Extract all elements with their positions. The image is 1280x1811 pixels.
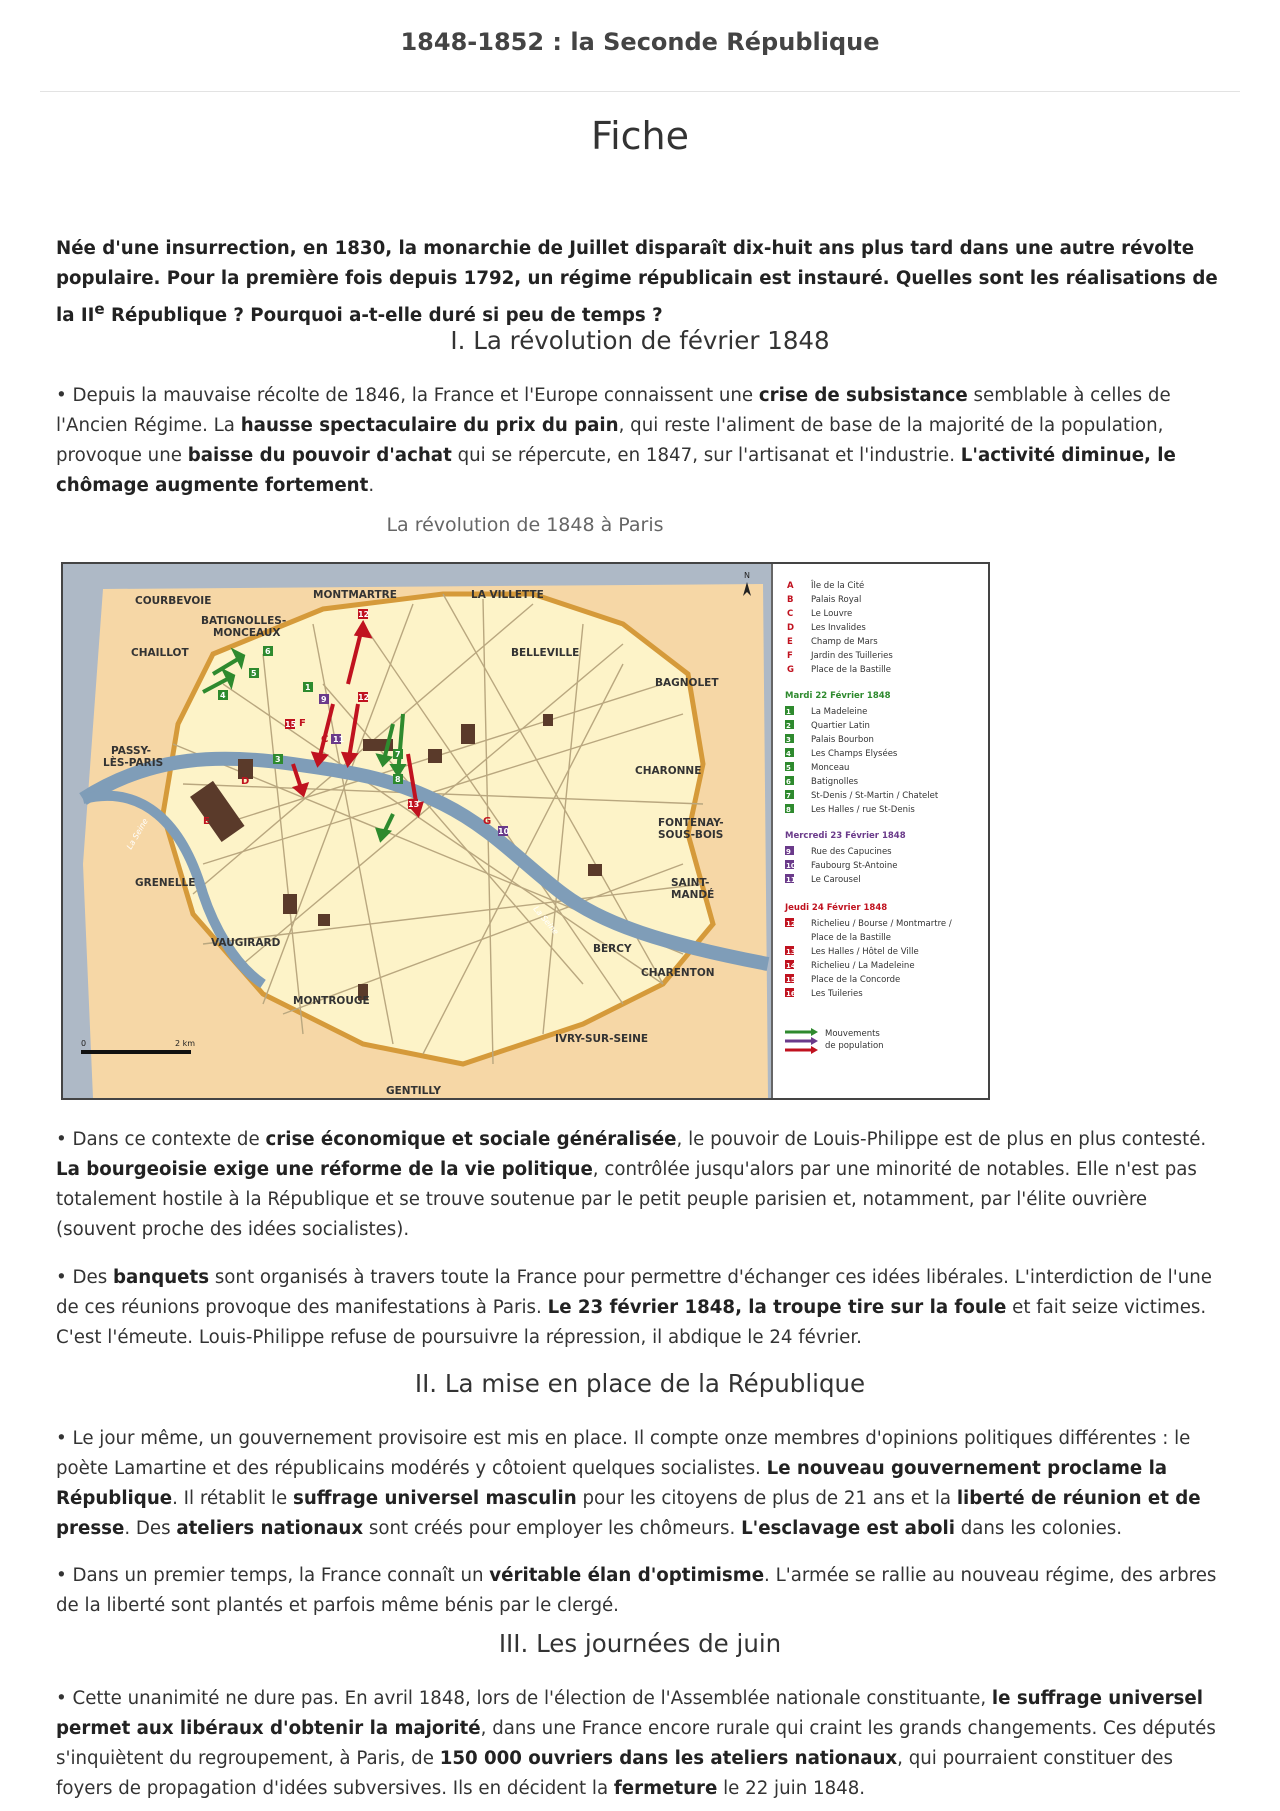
legend-letter: D (787, 623, 795, 633)
section1-paragraph-3: • Des banquets sont organisés à travers toute la France pour permettre d'échanger ces idées libérales. L'interdiction de l'une de ces réunions provoque des manifestations à Paris. Le 23 février 1848, la troupe tire sur la foule et fait seize victimes. C'est l'émeute. Louis-Philippe refuse de poursuivre la répression, il abdique le 24 février. (56, 1267, 1212, 1349)
legend-tue-item: Palais Bourbon (811, 735, 874, 745)
legend-tue-item: Les Halles / rue St-Denis (811, 805, 915, 815)
svg-text:2 km: 2 km (175, 1039, 196, 1048)
svg-text:La Seine: La Seine (531, 904, 561, 937)
legend-wed-item: Rue des Capucines (811, 847, 892, 857)
label-grenelle: GRENELLE (135, 877, 196, 889)
legend-key-label: 7 (786, 792, 791, 800)
legend-key-label: 16 (786, 990, 796, 998)
svg-text:E: E (203, 816, 210, 827)
legend-letter-desc: Île de la Cité (811, 581, 865, 591)
legend-moves-2: de population (825, 1041, 884, 1051)
section1-paragraph-2: • Dans ce contexte de crise économique et sociale généralisée, le pouvoir de Louis-Philippe est de plus en plus contesté. La bourgeoisie exige une réforme de la vie politique, contrôlée jusqu'alors par une minorité de notables. Elle n'est pas totalement hostile à la République et se trouve soutenue par le petit peuple parisien et, notamment, par l'élite ouvrière (souvent proche des idées socialistes). (56, 1129, 1207, 1241)
label-charonne: CHARONNE (635, 765, 702, 777)
svg-text:12: 12 (358, 693, 370, 702)
legend-key-label: 15 (786, 976, 796, 984)
svg-text:0: 0 (81, 1039, 87, 1048)
svg-text:N: N (744, 571, 750, 580)
svg-text:La Seine: La Seine (124, 816, 150, 851)
site-title: 1848-1852 : la Seconde République (400, 28, 880, 56)
legend-key-label: 14 (786, 962, 796, 970)
svg-text:10: 10 (498, 827, 510, 836)
legend-wed-item: Faubourg St-Antoine (811, 861, 898, 871)
svg-text:8: 8 (395, 775, 401, 784)
legend-thu-title: Jeudi 24 Février 1848 (785, 903, 888, 913)
label-sousbois: SOUS-BOIS (658, 829, 724, 841)
svg-text:F: F (299, 718, 306, 729)
legend-key-label: 1 (786, 708, 791, 716)
legend-tue-item: Les Champs Elysées (811, 749, 898, 759)
legend-key-label: 3 (786, 736, 791, 744)
legend-wed-item: Le Carousel (811, 875, 861, 885)
page-title: Fiche (590, 114, 689, 158)
legend-thu-item: Richelieu / Bourse / Montmartre / (811, 919, 952, 929)
label-bercy: BERCY (593, 943, 632, 955)
legend-thu-item: Richelieu / La Madeleine (811, 961, 915, 971)
section2-paragraph-2: • Dans un premier temps, la France connaît un véritable élan d'optimisme. L'armée se rallie au nouveau régime, des arbres de la liberté sont plantés et parfois même bénis par le clergé. (56, 1565, 1217, 1617)
label-montrouge: MONTROUGE (293, 995, 370, 1007)
label-saint: SAINT- (671, 877, 710, 889)
section-heading-2: II. La mise en place de la République (414, 1369, 866, 1398)
intro-paragraph: Née d'une insurrection, en 1830, la monarchie de Juillet disparaît dix-huit ans plus tard dans une autre révolte populaire. Pour la première fois depuis 1792, un régime républicain est instauré. Quelles sont les réalisations de la IIe République ? Pourquoi a-t-elle duré si peu de temps ? (56, 238, 1218, 327)
map-caption: La révolution de 1848 à Paris (386, 514, 664, 536)
label-passy: PASSY- (111, 745, 151, 757)
label-lesparis: LÈS-PARIS (103, 757, 164, 769)
svg-text:13: 13 (408, 800, 420, 809)
section2-paragraph-1: • Le jour même, un gouvernement provisoire est mis en place. Il compte onze membres d'opinions politiques différentes : le poète Lamartine et des républicains modérés y côtoient quelques socialistes. Le nouveau gouvernement proclame la République. Il rétablit le suffrage universel masculin pour les citoyens de plus de 21 ans et la liberté de réunion et de presse. Des ateliers nationaux sont créés pour employer les chômeurs. L'esclavage est aboli dans les colonies. (56, 1428, 1201, 1540)
label-fontenay: FONTENAY- (658, 817, 724, 829)
legend-key-label: 4 (786, 750, 791, 758)
legend-key-label: 5 (786, 764, 791, 772)
legend-tue-item: Monceau (811, 763, 850, 773)
legend-divider (771, 564, 773, 1098)
legend-tue-item: St-Denis / St-Martin / Chatelet (811, 791, 939, 801)
legend-wed-title: Mercredi 23 Février 1848 (785, 831, 906, 841)
label-courbevoie: COURBEVOIE (135, 595, 212, 607)
svg-text:9: 9 (321, 695, 327, 704)
svg-text:12: 12 (358, 610, 370, 619)
legend-letter-desc: Palais Royal (811, 595, 862, 605)
svg-text:15: 15 (285, 720, 297, 729)
legend-key-label: 13 (786, 948, 796, 956)
svg-text:3: 3 (275, 755, 281, 764)
svg-text:5: 5 (251, 669, 257, 678)
section3-paragraph-1: • Cette unanimité ne dure pas. En avril 1848, lors de l'élection de l'Assemblée nationale constituante, le suffrage universel permet aux libéraux d'obtenir la majorité, dans une France encore rurale qui craint les grands changements. Ces députés s'inquiètent du regroupement, à Paris, de 150 000 ouvriers dans les ateliers nationaux, qui pourraient constituer des foyers de propagation d'idées subversives. Ils en décident la fermeture le 22 juin 1848. (56, 1688, 1216, 1800)
legend-thu-item: Place de la Concorde (811, 975, 901, 985)
section1-paragraph-1: • Depuis la mauvaise récolte de 1846, la France et l'Europe connaissent une crise de subsistance semblable à celles de l'Ancien Régime. La hausse spectaculaire du prix du pain, qui reste l'aliment de base de la majorité de la population, provoque une baisse du pouvoir d'achat qui se répercute, en 1847, sur l'artisanat et l'industrie. L'activité diminue, le chômage augmente fortement. (56, 385, 1176, 497)
legend-thu-item: Place de la Bastille (811, 933, 892, 943)
svg-text:6: 6 (265, 647, 271, 656)
label-charenton: CHARENTON (641, 967, 715, 979)
svg-text:G: G (483, 816, 492, 827)
legend-tue-item: Quartier Latin (811, 721, 870, 731)
legend-key-label: 11 (786, 876, 796, 884)
legend-key-label: 10 (786, 862, 796, 870)
legend-thu-item: Les Halles / Hôtel de Ville (811, 947, 919, 957)
svg-text:C: C (321, 734, 329, 745)
legend-moves-1: Mouvements (825, 1029, 880, 1039)
legend-letter: B (787, 595, 794, 605)
legend-tue-title: Mardi 22 Février 1848 (785, 691, 891, 701)
legend-letter: G (787, 665, 794, 675)
legend-letter-desc: Jardin des Tuilleries (811, 651, 893, 661)
label-gentilly: GENTILLY (386, 1085, 441, 1097)
legend-letter: A (787, 581, 794, 591)
legend-letter: F (787, 651, 793, 661)
legend-key-label: 9 (786, 848, 791, 856)
legend-key-label: 8 (786, 806, 791, 814)
svg-text:7: 7 (395, 750, 401, 759)
legend-letter: E (787, 637, 793, 647)
label-lavillette: LA VILLETTE (471, 589, 544, 601)
label-batignolles: BATIGNOLLES- (201, 615, 287, 627)
label-montmartre: MONTMARTRE (313, 589, 397, 601)
legend-letter-desc: Place de la Bastille (811, 665, 892, 675)
legend-key-label: 6 (786, 778, 791, 786)
section-heading-3: III. Les journées de juin (498, 1629, 782, 1658)
header-divider (40, 91, 1240, 92)
svg-text:11: 11 (333, 735, 345, 744)
svg-text:1: 1 (305, 683, 311, 692)
label-chaillot: CHAILLOT (131, 647, 189, 659)
legend-letter-desc: Champ de Mars (811, 637, 878, 647)
label-monceaux: MONCEAUX (213, 627, 281, 639)
section-heading-1: I. La révolution de février 1848 (450, 326, 830, 355)
legend-key-label: 2 (786, 722, 791, 730)
paris-1848-map (61, 562, 990, 1100)
svg-text:4: 4 (220, 691, 226, 700)
legend-letter: C (787, 609, 794, 619)
legend-key-label: 12 (786, 920, 796, 928)
label-belleville: BELLEVILLE (511, 647, 580, 659)
legend-letter-desc: Les Invalides (811, 623, 866, 633)
legend-letter-desc: Le Louvre (811, 609, 853, 619)
legend-thu-item: Les Tuileries (811, 989, 863, 999)
legend-tue-item: Batignolles (811, 777, 859, 787)
label-ivry: IVRY-SUR-SEINE (555, 1033, 649, 1045)
svg-text:D: D (241, 776, 250, 787)
label-mande: MANDÉ (671, 889, 715, 901)
label-bagnolet: BAGNOLET (655, 677, 719, 689)
legend-tue-item: La Madeleine (811, 707, 868, 717)
label-vaugirard: VAUGIRARD (211, 937, 281, 949)
